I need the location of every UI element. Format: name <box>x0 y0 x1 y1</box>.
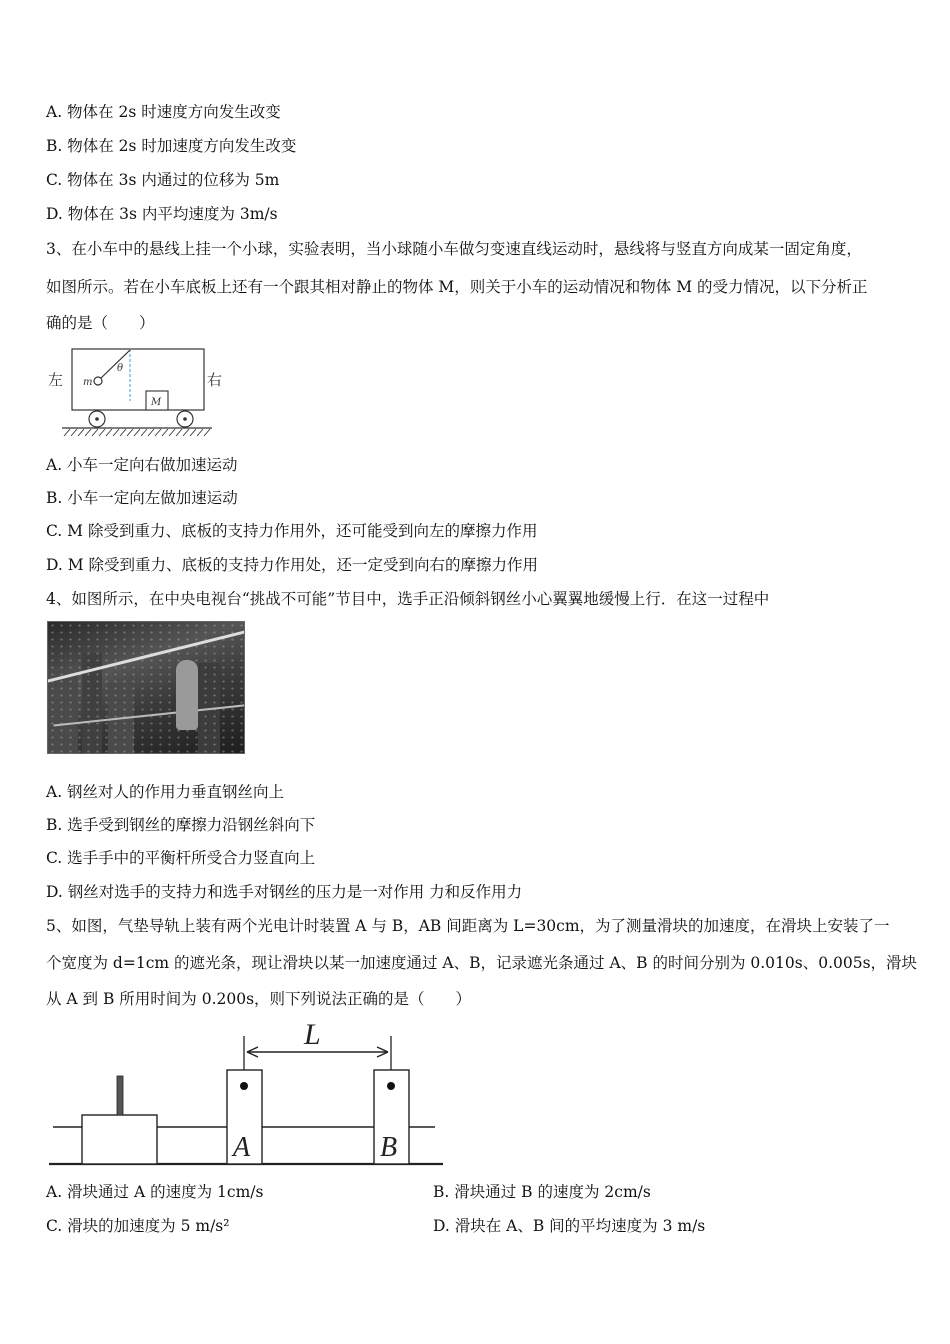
option-q2-b: B. 物体在 2s 时加速度方向发生改变 <box>46 137 297 155</box>
label-m: m <box>83 377 93 388</box>
option-q5-a: A. 滑块通过 A 的速度为 1cm/s <box>46 1183 264 1201</box>
label-M: M <box>151 397 162 408</box>
label-left: 左 <box>48 371 64 389</box>
label-B: B <box>380 1132 398 1163</box>
air-track-diagram <box>45 1018 450 1170</box>
option-q3-c: C. M 除受到重力、底板的支持力作用外，还可能受到向左的摩擦力作用 <box>46 522 538 540</box>
option-q4-a: A. 钢丝对人的作用力垂直钢丝向上 <box>46 783 285 801</box>
option-q2-a: A. 物体在 2s 时速度方向发生改变 <box>46 103 281 121</box>
option-q5-b: B. 滑块通过 B 的速度为 2cm/s <box>433 1183 651 1201</box>
label-theta: θ <box>117 363 124 374</box>
option-q4-d: D. 钢丝对选手的支持力和选手对钢丝的压力是一对作用 力和反作用力 <box>46 883 523 901</box>
option-q4-c: C. 选手手中的平衡杆所受合力竖直向上 <box>46 849 316 867</box>
tightrope-photo <box>47 621 245 754</box>
question-3-stem-line2: 如图所示。若在小车底板上还有一个跟其相对静止的物体 M，则关于小车的运动情况和物体 M 的受力情况，以下分析正 <box>46 278 868 296</box>
option-q4-b: B. 选手受到钢丝的摩擦力沿钢丝斜向下 <box>46 816 316 834</box>
question-3-stem-line1: 3、在小车中的悬线上挂一个小球，实验表明，当小球随小车做匀变速直线运动时，悬线将与竖直方向成某一固定角度， <box>46 240 862 258</box>
option-q3-b: B. 小车一定向左做加速运动 <box>46 489 238 507</box>
label-A: A <box>233 1132 251 1163</box>
shading-strip <box>117 1076 123 1115</box>
label-right: 右 <box>207 371 223 389</box>
option-q3-a: A. 小车一定向右做加速运动 <box>46 456 238 474</box>
option-q2-c: C. 物体在 3s 内通过的位移为 5m <box>46 171 280 189</box>
string <box>100 350 130 379</box>
cart-diagram <box>45 343 230 438</box>
question-3-stem-line3: 确的是（ ） <box>46 314 155 332</box>
ball <box>94 377 102 385</box>
option-q5-d: D. 滑块在 A、B 间的平均速度为 3 m/s <box>433 1217 706 1235</box>
option-q5-c: C. 滑块的加速度为 5 m/s² <box>46 1217 230 1235</box>
question-5-stem-line2: 个宽度为 d=1cm 的遮光条，现让滑块以某一加速度通过 A、B，记录遮光条通过 A、B 的时间分别为 0.010s、0.005s，滑块 <box>46 954 918 972</box>
question-5-stem-line3: 从 A 到 B 所用时间为 0.200s，则下列说法正确的是（ ） <box>46 990 472 1008</box>
option-q3-d: D. M 除受到重力、底板的支持力作用处，还一定受到向右的摩擦力作用 <box>46 556 539 574</box>
question-4-stem: 4、如图所示，在中央电视台“挑战不可能”节目中，选手正沿倾斜钢丝小心翼翼地缓慢上行．在这一过程中 <box>46 590 770 608</box>
label-L: L <box>304 1018 321 1051</box>
option-q2-d: D. 物体在 3s 内平均速度为 3m/s <box>46 205 278 223</box>
question-5-stem-line1: 5、如图，气垫导轨上装有两个光电计时装置 A 与 B，AB 间距离为 L=30cm，为了测量滑块的加速度，在滑块上安装了一 <box>46 917 890 935</box>
slider <box>82 1115 157 1164</box>
